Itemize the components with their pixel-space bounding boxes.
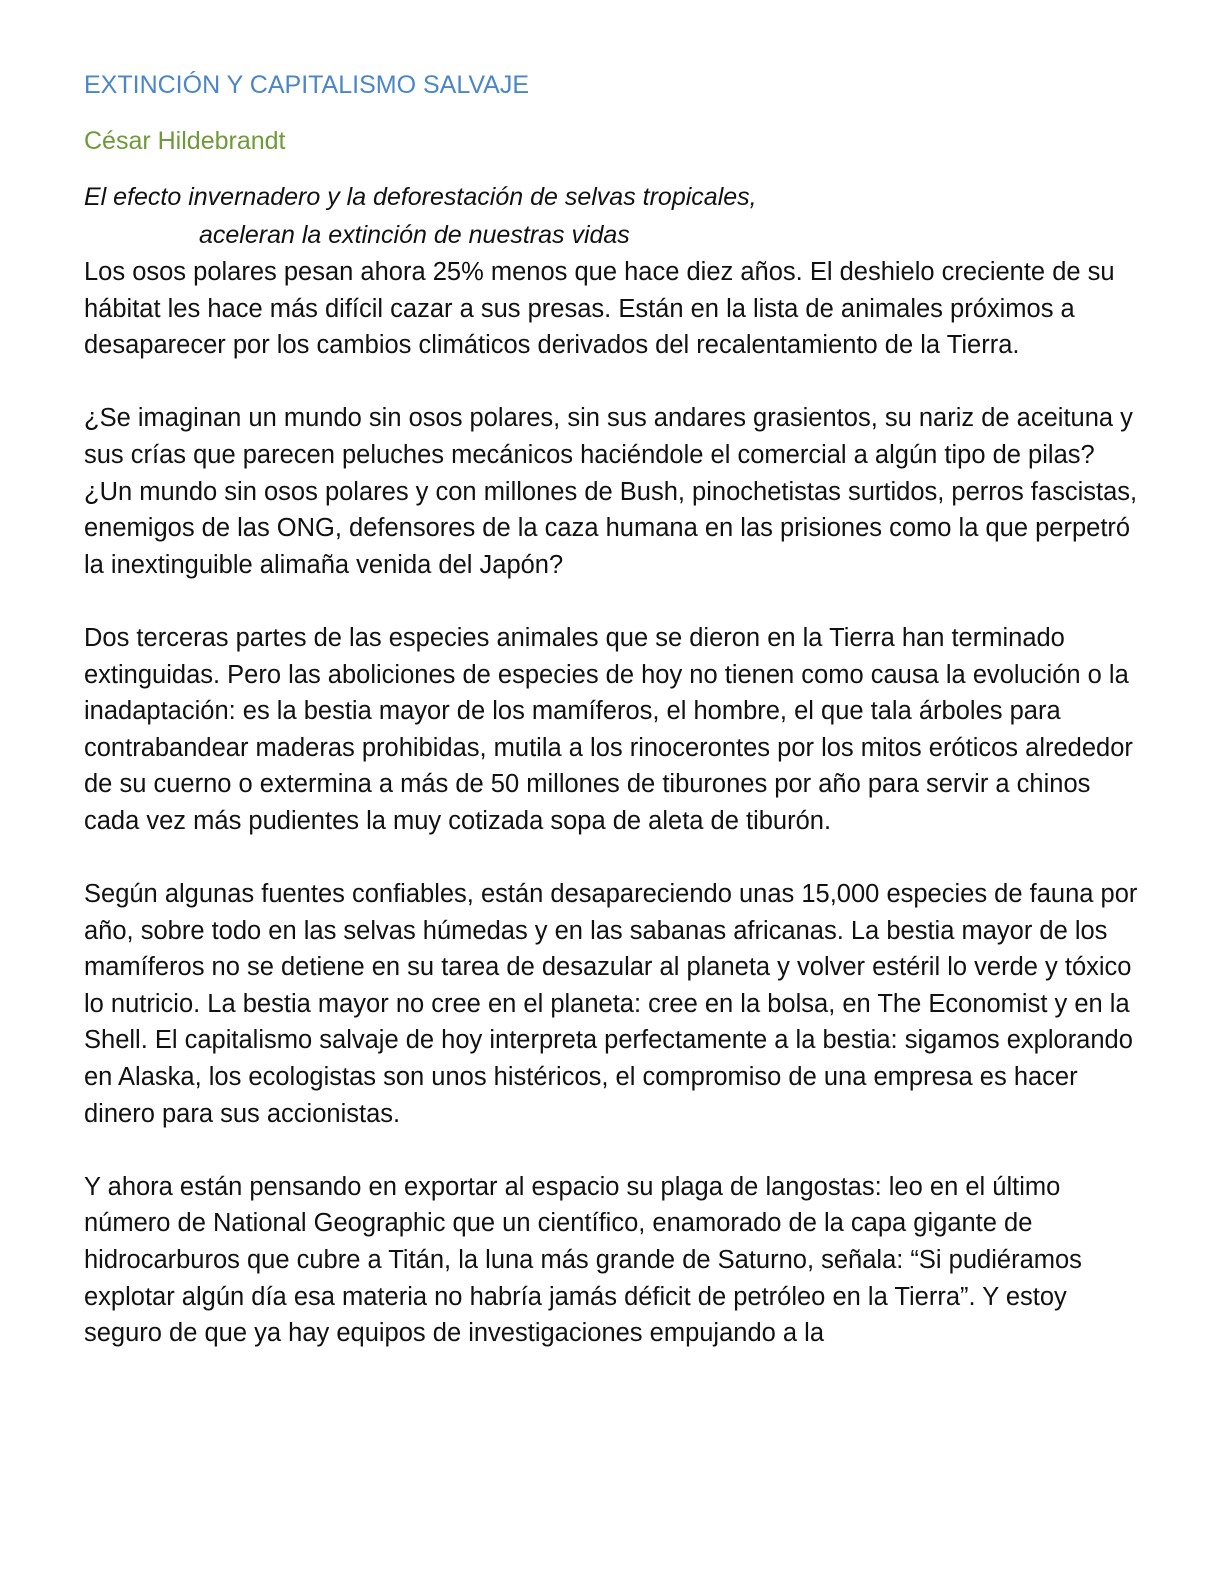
subtitle-line-1: El efecto invernadero y la deforestación de selvas tropicales, bbox=[84, 183, 757, 211]
body-paragraph: Y ahora están pensando en exportar al espacio su plaga de langostas: leo en el último número de National Geographic que un científico, enamorado de la capa gigante de hidrocarburos que cubre a Titán, la luna más grande de Saturno, señala: “Si pudiéramos explotar algún día esa materia no habría jamás déficit de petróleo en la Tierra”. Y estoy seguro de que ya hay equipos de investigaciones empujando a la bbox=[84, 1172, 1082, 1348]
body-paragraph: Los osos polares pesan ahora 25% menos que hace diez años. El deshielo creciente de su hábitat les hace más difícil cazar a sus presas. Están en la lista de animales próximos a desaparecer por los cambios climáticos derivados del recalentamiento de la Tierra. bbox=[84, 258, 1115, 360]
body-paragraph: ¿Se imaginan un mundo sin osos polares, sin sus andares grasientos, su nariz de aceituna y sus crías que parecen peluches mecánicos haciéndole el comercial a algún tipo de pilas? ¿Un mundo sin osos polares y con millones de Bush, pinochetistas surtidos, perros fascistas, enemigos de las ONG, defensores de la caza humana en las prisiones como la que perpetró la inextinguible alimaña venida del Japón? bbox=[84, 404, 1138, 579]
article-author: César Hildebrandt bbox=[84, 127, 286, 155]
article-body bbox=[84, 254, 1144, 1352]
article bbox=[84, 66, 1144, 1352]
body-paragraph: Dos terceras partes de las especies animales que se dieron en la Tierra han terminado extinguidas. Pero las aboliciones de especies de hoy no tienen como causa la evolución o la inadaptación: es la bestia mayor de los mamíferos, el hombre, el que tala árboles para contrabandear maderas prohibidas, mutila a los rinocerontes por los mitos eróticos alrededor de su cuerno o extermina a más de 50 millones de tiburones por año para servir a chinos cada vez más pudientes la muy cotizada sopa de aleta de tiburón. bbox=[84, 623, 1133, 835]
subtitle-line-2: aceleran la extinción de nuestras vidas bbox=[199, 221, 630, 249]
body-paragraph: Según algunas fuentes confiables, están desapareciendo unas 15,000 especies de fauna por año, sobre todo en las selvas húmedas y en las sabanas africanas. La bestia mayor de los mamíferos no se detiene en su tarea de desazular al planeta y volver estéril lo verde y tóxico lo nutricio. La bestia mayor no cree en el planeta: cree en la bolsa, en The Economist y en la Shell. El capitalismo salvaje de hoy interpreta perfectamente a la bestia: sigamos explorando en Alaska, los ecologistas son unos histéricos, el compromiso de una empresa es hacer dinero para sus accionistas. bbox=[84, 880, 1138, 1128]
article-subtitle bbox=[84, 178, 1144, 254]
article-title: EXTINCIÓN Y CAPITALISMO SALVAJE bbox=[84, 71, 530, 99]
